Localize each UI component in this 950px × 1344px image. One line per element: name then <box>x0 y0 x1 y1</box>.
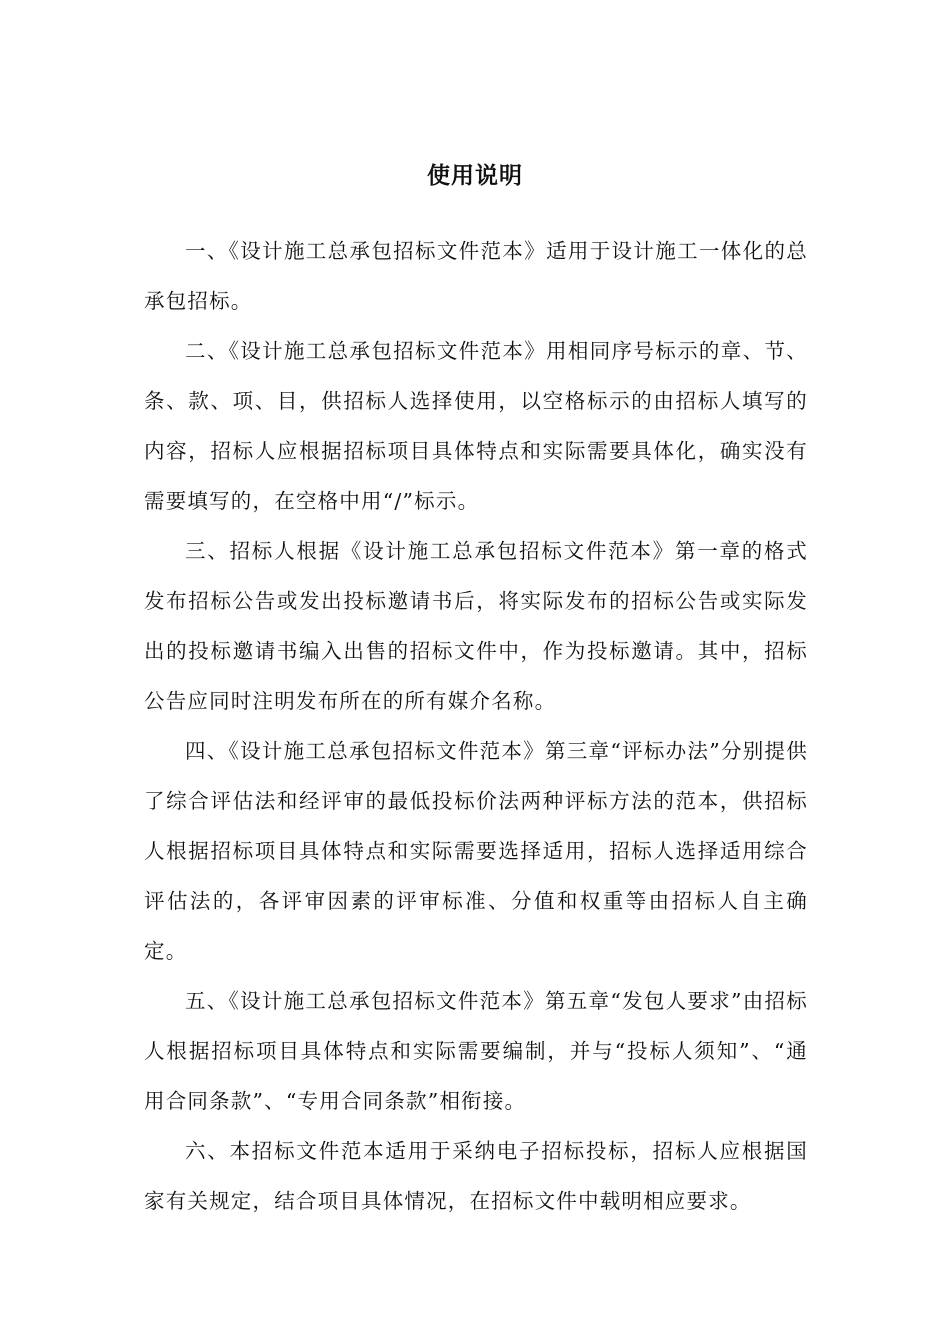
paragraph-3: 三、招标人根据《设计施工总承包招标文件范本》第一章的格式发布招标公告或发出投标邀请书后，将实际发布的招标公告或实际发出的投标邀请书编入出售的招标文件中，作为投标邀请。其中，招标公告应同时注明发布所在的所有媒介名称。 <box>144 539 808 713</box>
paragraph-6: 六、本招标文件范本适用于采纳电子招标投标，招标人应根据国家有关规定，结合项目具体情况，在招标文件中载明相应要求。 <box>144 1139 808 1213</box>
paragraph-2: 二、《设计施工总承包招标文件范本》用相同序号标示的章、节、条、款、项、目，供招标人选择使用，以空格标示的由招标人填写的内容，招标人应根据招标项目具体特点和实际需要具体化，确实没有需要填写的，在空格中用“/”标示。 <box>144 339 808 513</box>
page-title: 使用说明 <box>427 163 523 189</box>
document-body <box>144 226 808 1226</box>
paragraph-1: 一、《设计施工总承包招标文件范本》适用于设计施工一体化的总承包招标。 <box>144 239 808 313</box>
paragraph-4: 四、《设计施工总承包招标文件范本》第三章“评标办法”分别提供了综合评估法和经评审的最低投标价法两种评标方法的范本，供招标人根据招标项目具体特点和实际需要选择适用，招标人选择适用综合评估法的，各评审因素的评审标准、分值和权重等由招标人自主确定。 <box>144 739 808 963</box>
paragraph-5: 五、《设计施工总承包招标文件范本》第五章“发包人要求”由招标人根据招标项目具体特点和实际需要编制，并与“投标人须知”、“通用合同条款”、“专用合同条款”相衔接。 <box>144 989 808 1113</box>
